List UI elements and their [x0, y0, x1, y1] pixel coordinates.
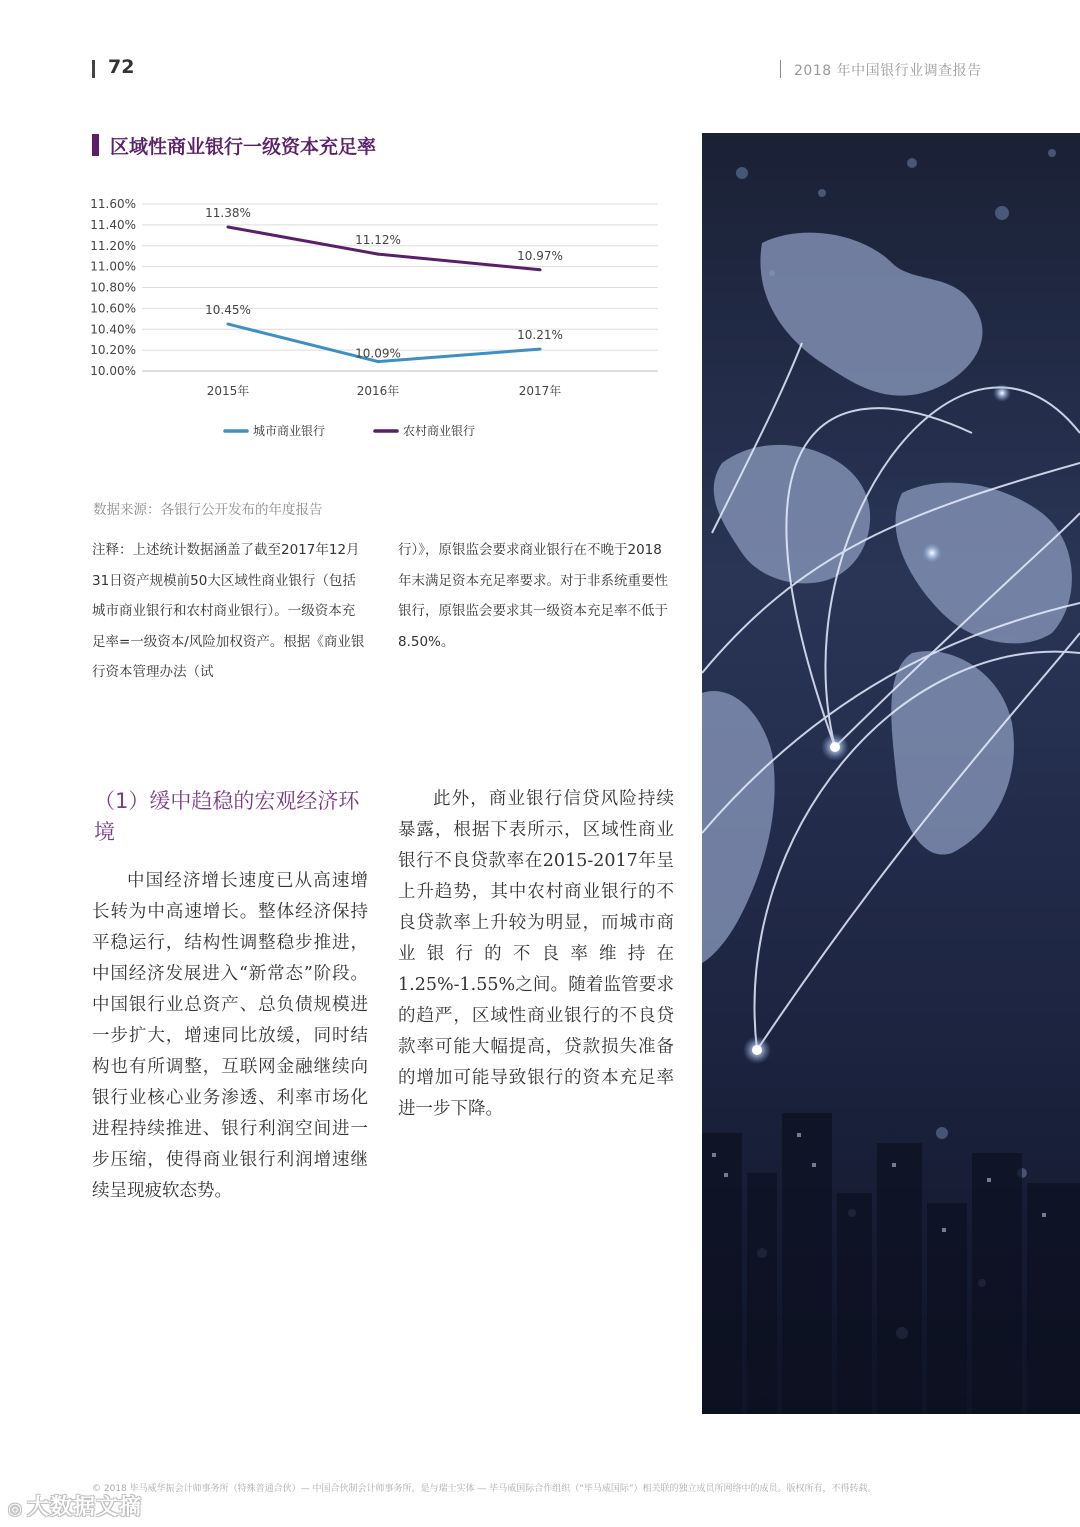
- legend-label: 城市商业银行: [253, 424, 326, 438]
- data-point: [227, 225, 230, 228]
- data-label: 11.38%: [205, 205, 251, 220]
- x-tick-label: 2017年: [518, 384, 562, 398]
- line-chart: [80, 190, 680, 450]
- y-tick-label: 11.60%: [90, 197, 136, 211]
- y-tick-label: 11.00%: [90, 259, 136, 274]
- header-divider: [92, 60, 95, 78]
- data-label: 10.45%: [205, 303, 251, 318]
- y-tick-label: 10.20%: [90, 343, 136, 358]
- watermark-text: 大数据文摘: [26, 1495, 142, 1520]
- y-tick-label: 10.40%: [90, 322, 136, 337]
- y-tick-label: 10.00%: [90, 364, 136, 378]
- world-network-image: [702, 133, 1080, 1414]
- data-point: [227, 323, 230, 326]
- data-label: 10.97%: [517, 248, 563, 263]
- x-tick-label: 2015年: [206, 384, 250, 398]
- data-point: [539, 348, 542, 351]
- copyright-footer: © 2018 毕马威华振会计师事务所（特殊普通合伙）— 中国合伙制会计师事务所，是与瑞士实体 — 毕马威国际合作组织（“毕马威国际”）相关联的独立成员所网络中的成员。版权所有，不得转载。: [92, 1484, 877, 1494]
- watermark: [8, 1490, 142, 1521]
- paragraph-left: 中国经济增长速度已从高速增长转为中高速增长。整体经济保持平稳运行，结构性调整稳步推进，中国经济发展进入“新常态”阶段。中国银行业总资产、总负债规模进一步扩大，增速同比放缓，同时结构也有所调整，互联网金融继续向银行业核心业务渗透、利率市场化进程持续推进、银行利润空间进一步压缩，使得商业银行利润增速继续呈现疲软态势。: [92, 871, 368, 1201]
- y-tick-label: 11.40%: [90, 217, 136, 232]
- x-tick-label: 2016年: [356, 384, 400, 398]
- header-divider-right: [780, 60, 781, 78]
- data-label: 10.21%: [517, 328, 563, 343]
- data-label: 10.09%: [355, 346, 401, 361]
- data-point: [377, 253, 380, 256]
- data-source: 数据来源：各银行公开发布的年度报告: [93, 502, 323, 518]
- y-tick-label: 10.60%: [90, 301, 136, 316]
- data-point: [539, 268, 542, 271]
- weibo-icon: ◎: [8, 1499, 23, 1518]
- section-heading: （1）缓中趋稳的宏观经济环境: [94, 789, 360, 844]
- note-right: 行）》，原银监会要求商业银行在不晚于2018年末满足资本充足率要求。对于非系统重要性银行，原银监会要求其一级资本充足率不低于8.50%。: [398, 542, 668, 650]
- legend-label: 农村商业银行: [403, 424, 476, 438]
- y-tick-label: 11.20%: [90, 238, 136, 253]
- chart-title-marker: [92, 134, 99, 156]
- page-number: 72: [108, 56, 135, 78]
- chart-title: 区域性商业银行一级资本充足率: [110, 136, 377, 158]
- paragraph-right: 此外，商业银行信贷风险持续暴露，根据下表所示，区域性商业银行不良贷款率在2015-2017年呈上升趋势，其中农村商业银行的不良贷款率上升较为明显，而城市商业银行的不良率维持在1.25%-1.55%之间。随着监管要求的趋严，区域性商业银行的不良贷款率可能大幅提高，贷款损失准备的增加可能导致银行的资本充足率进一步下降。: [398, 789, 674, 1119]
- data-label: 11.12%: [355, 233, 401, 248]
- note-left: 注释：上述统计数据涵盖了截至2017年12月31日资产规模前50大区域性商业银行（包括城市商业银行和农村商业银行）。一级资本充足率=一级资本/风险加权资产。根据《商业银行资本管理办法（试: [92, 542, 365, 680]
- report-title: 2018 年中国银行业调查报告: [794, 63, 982, 79]
- y-tick-label: 10.80%: [90, 280, 136, 295]
